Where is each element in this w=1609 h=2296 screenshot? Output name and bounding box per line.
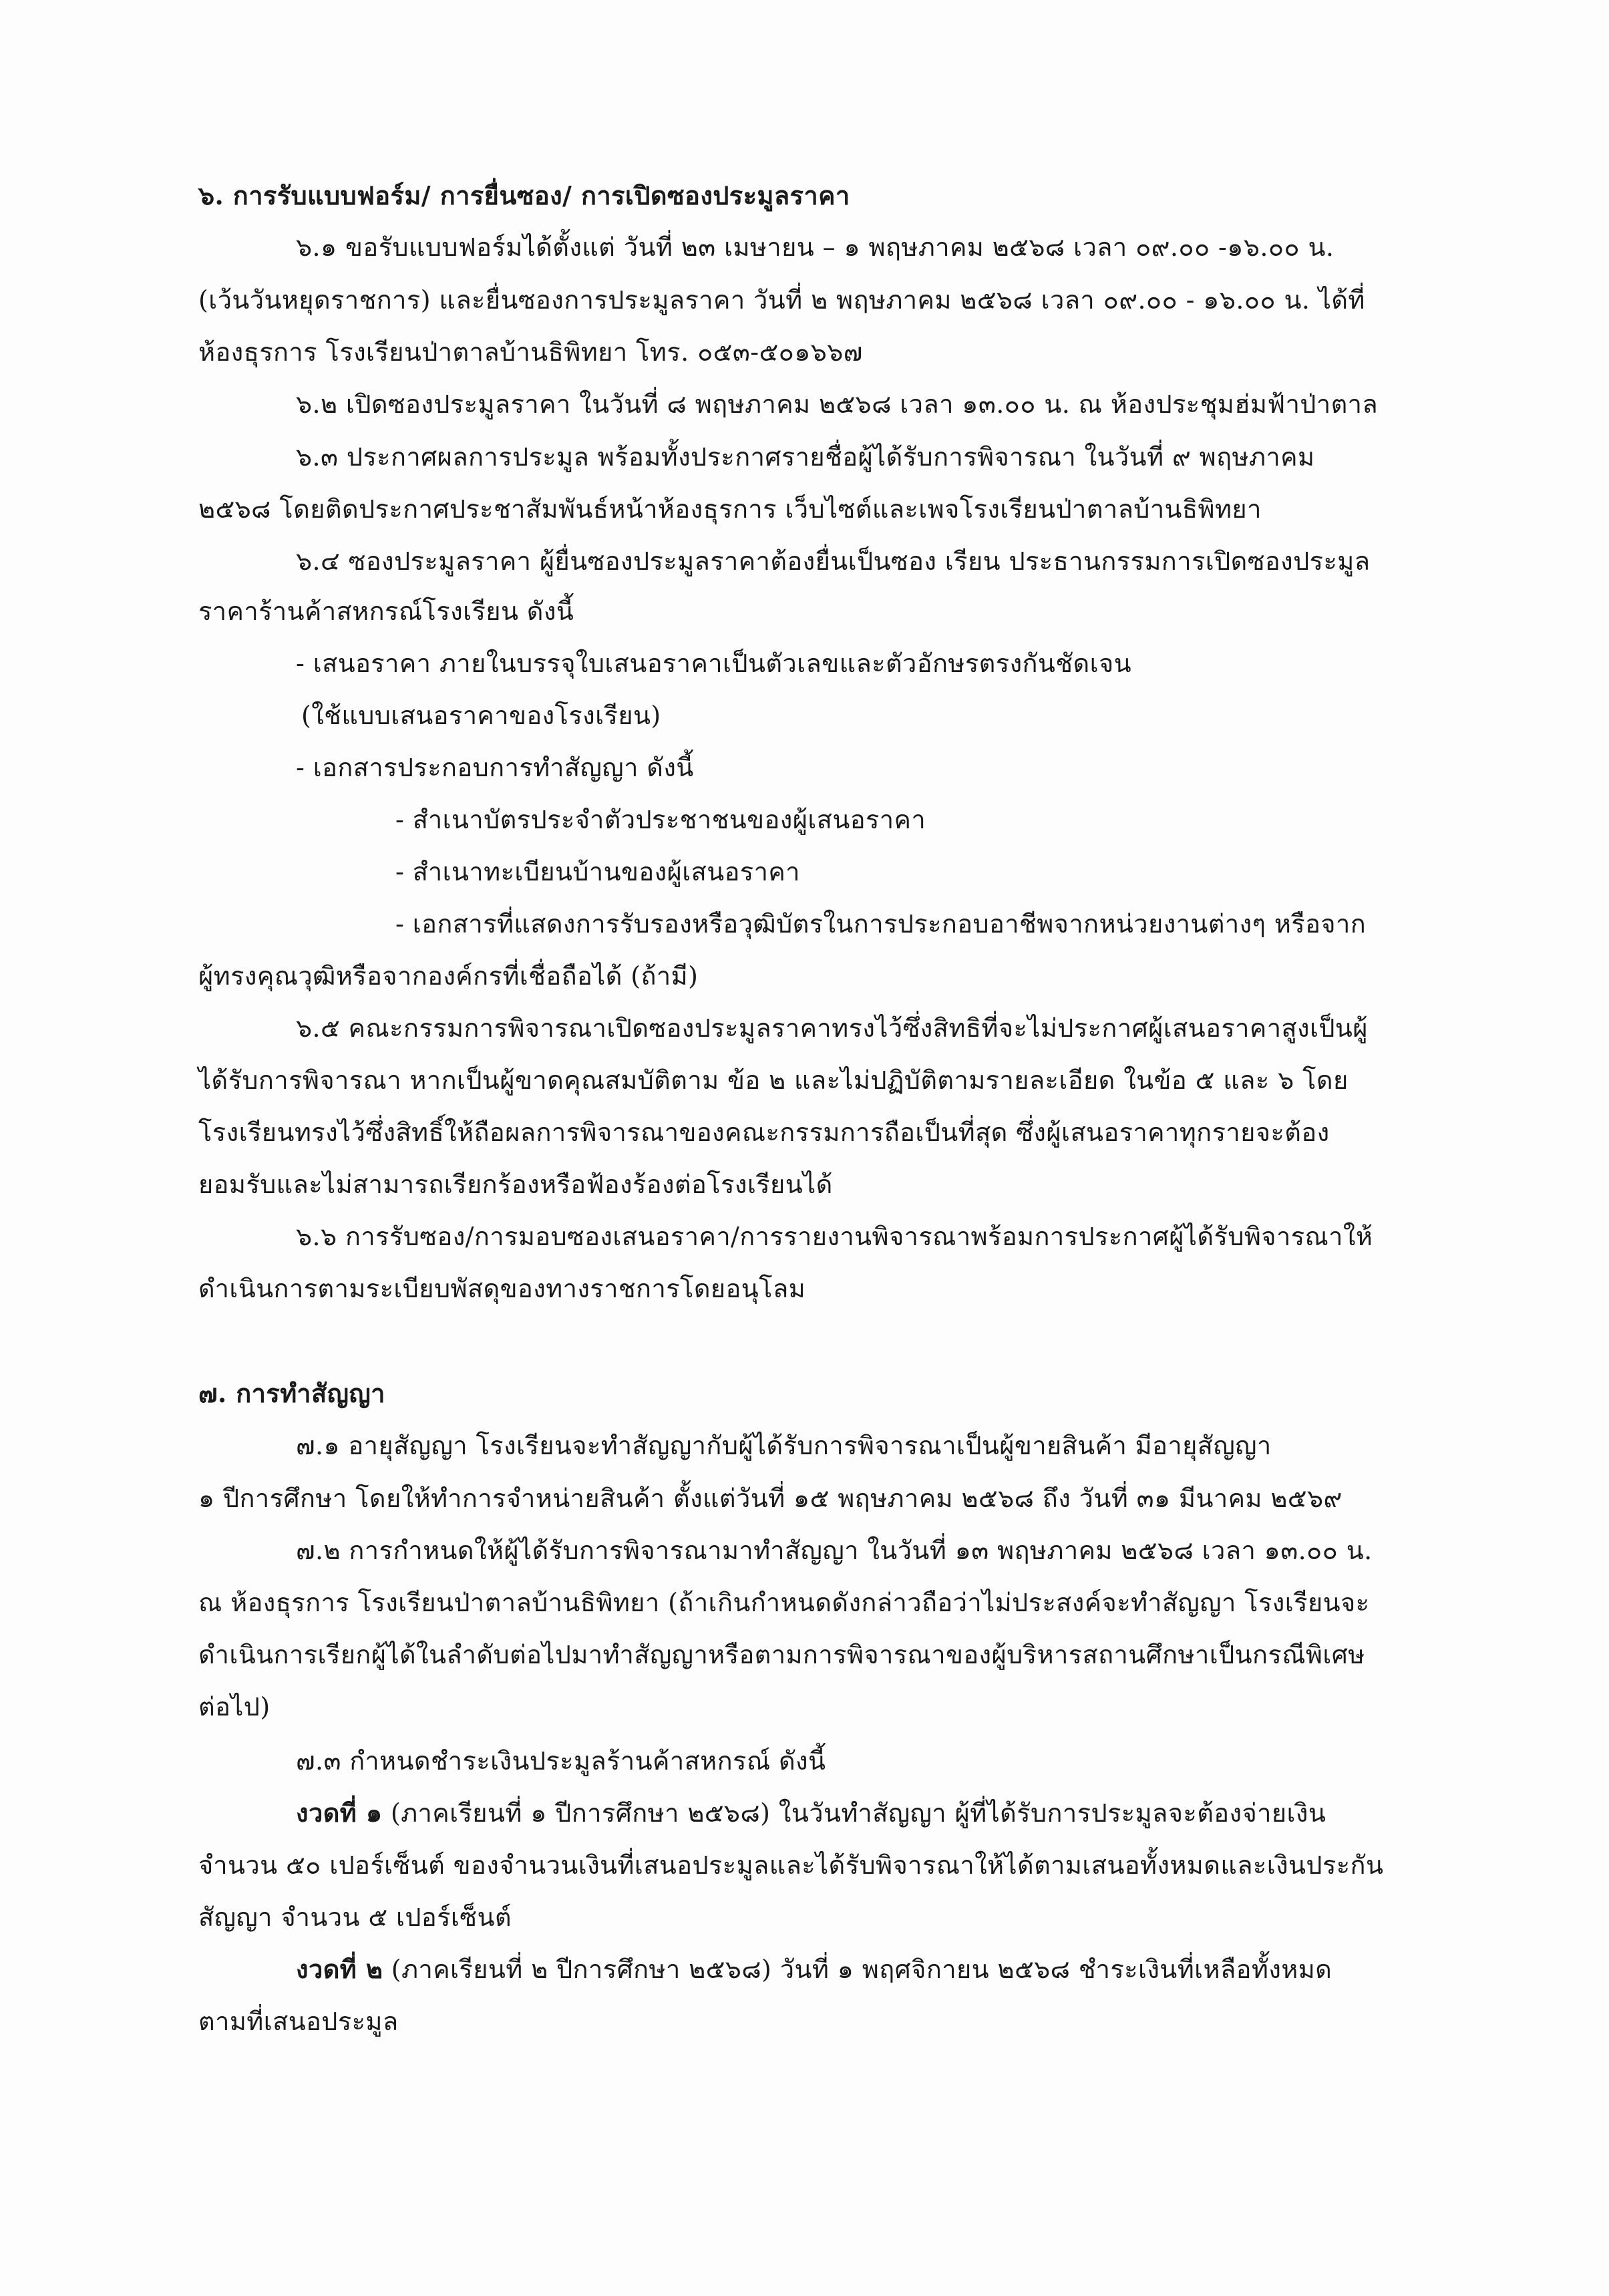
paragraph-line: ๖.๕ คณะกรรมการพิจารณาเปิดซองประมูลราคาทรงไว้ซึ่งสิทธิที่จะไม่ประกาศผู้เสนอราคาสูงเป็นผู้	[296, 1013, 1368, 1043]
paragraph-line: ดำเนินการเรียกผู้ได้ในลำดับต่อไปมาทำสัญญาหรือตามการพิจารณาของผู้บริหารสถานศึกษาเป็นกรณีพิเศษ	[198, 1640, 1365, 1669]
sub-bullet-item: - เอกสารที่แสดงการรับรองหรือวุฒิบัตรในการประกอบอาชีพจากหน่วยงานต่างๆ หรือจาก	[395, 909, 1367, 939]
bullet-line: (ใช้แบบเสนอราคาของโรงเรียน)	[301, 701, 661, 730]
installment-label: งวดที่ ๑	[296, 1798, 383, 1828]
paragraph-line: ห้องธุรการ โรงเรียนป่าตาลบ้านธิพิทยา โทร. ๐๕๓-๕๐๑๖๖๗	[198, 337, 863, 367]
paragraph-line: ยอมรับและไม่สามารถเรียกร้องหรือฟ้องร้องต่อโรงเรียนได้	[198, 1170, 833, 1199]
sub-bullet-continuation: ผู้ทรงคุณวุฒิหรือจากองค์กรที่เชื่อถือได้ (ถ้ามี)	[198, 961, 699, 991]
paragraph-line: ได้รับการพิจารณา หากเป็นผู้ขาดคุณสมบัติตาม ข้อ ๒ และไม่ปฏิบัติตามรายละเอียด ในข้อ ๕ และ ๖ โดย	[198, 1065, 1349, 1095]
paragraph-line: ๑ ปีการศึกษา โดยให้ทำการจำหน่ายสินค้า ตั้งแต่วันที่ ๑๕ พฤษภาคม ๒๕๖๘ ถึง วันที่ ๓๑ มีนาคม ๒๕๖๙	[198, 1484, 1343, 1513]
paragraph-line: ต่อไป)	[198, 1692, 271, 1721]
installment-line: สัญญา จำนวน ๕ เปอร์เซ็นต์	[198, 1903, 512, 1932]
installment-line: จำนวน ๕๐ เปอร์เซ็นต์ ของจำนวนเงินที่เสนอประมูลและได้รับพิจารณาให้ได้ตามเสนอทั้งหมดและเงินประกัน	[198, 1850, 1384, 1880]
bullet-line: - เสนอราคา ภายในบรรจุใบเสนอราคาเป็นตัวเลขและตัวอักษรตรงกันชัดเจน	[296, 649, 1132, 678]
paragraph-line: (เว้นวันหยุดราชการ) และยื่นซองการประมูลราคา วันที่ ๒ พฤษภาคม ๒๕๖๘ เวลา ๐๙.๐๐ - ๑๖.๐๐ น. ได้ที่	[198, 285, 1365, 315]
installment-text: (ภาคเรียนที่ ๑ ปีการศึกษา ๒๕๖๘) ในวันทำสัญญา ผู้ที่ได้รับการประมูลจะต้องจ่ายเงิน	[382, 1798, 1326, 1828]
paragraph-line: ดำเนินการตามระเบียบพัสดุของทางราชการโดยอนุโลม	[198, 1274, 806, 1303]
installment-label: งวดที่ ๒	[296, 1954, 383, 1984]
section-7-heading: ๗. การทำสัญญา	[198, 1378, 385, 1408]
sub-bullet-item: - สำเนาบัตรประจำตัวประชาชนของผู้เสนอราคา	[395, 805, 926, 834]
paragraph-6-2: ๖.๒ เปิดซองประมูลราคา ในวันที่ ๘ พฤษภาคม ๒๕๖๘ เวลา ๑๓.๐๐ น. ณ ห้องประชุมฮ่มฟ้าป่าตาล	[296, 389, 1379, 419]
installment-line	[296, 1949, 1332, 1989]
installment-line: ตามที่เสนอประมูล	[198, 2007, 399, 2036]
section-6-heading: ๖. การรับแบบฟอร์ม/ การยื่นซอง/ การเปิดซองประมูลราคา	[198, 180, 850, 210]
paragraph-7-3: ๗.๓ กำหนดชำระเงินประมูลร้านค้าสหกรณ์ ดังนี้	[296, 1746, 826, 1776]
paragraph-line: ๖.๖ การรับซอง/การมอบซองเสนอราคา/การรายงานพิจารณาพร้อมการประกาศผู้ได้รับพิจารณาให้	[296, 1222, 1373, 1251]
installment-line	[296, 1793, 1326, 1833]
paragraph-line: ณ ห้องธุรการ โรงเรียนป่าตาลบ้านธิพิทยา (ถ้าเกินกำหนดดังกล่าวถือว่าไม่ประสงค์จะทำสัญญา โรงเรียนจะ	[198, 1588, 1370, 1617]
paragraph-line: ๖.๔ ซองประมูลราคา ผู้ยื่นซองประมูลราคาต้องยื่นเป็นซอง เรียน ประธานกรรมการเปิดซองประมูล	[296, 546, 1371, 576]
paragraph-line: ๗.๑ อายุสัญญา โรงเรียนจะทำสัญญากับผู้ได้รับการพิจารณาเป็นผู้ขายสินค้า มีอายุสัญญา	[296, 1431, 1272, 1460]
paragraph-line: โรงเรียนทรงไว้ซึ่งสิทธิ์ให้ถือผลการพิจารณาของคณะกรรมการถือเป็นที่สุด ซึ่งผู้เสนอราคาทุกรายจะต้อง	[198, 1118, 1330, 1147]
bullet-docs: - เอกสารประกอบการทำสัญญา ดังนี้	[296, 753, 694, 782]
paragraph-line: ๗.๒ การกำหนดให้ผู้ได้รับการพิจารณามาทำสัญญา ในวันที่ ๑๓ พฤษภาคม ๒๕๖๘ เวลา ๑๓.๐๐ น.	[296, 1536, 1373, 1565]
sub-bullet-item: - สำเนาทะเบียนบ้านของผู้เสนอราคา	[395, 857, 800, 886]
paragraph-line: ๖.๓ ประกาศผลการประมูล พร้อมทั้งประกาศรายชื่อผู้ได้รับการพิจารณา ในวันที่ ๙ พฤษภาคม	[296, 442, 1315, 472]
paragraph-line: ราคาร้านค้าสหกรณ์โรงเรียน ดังนี้	[198, 597, 574, 626]
paragraph-line: ๒๕๖๘ โดยติดประกาศประชาสัมพันธ์หน้าห้องธุรการ เว็บไซต์และเพจโรงเรียนป่าตาลบ้านธิพิทยา	[198, 494, 1262, 524]
paragraph-line: ๖.๑ ขอรับแบบฟอร์มได้ตั้งแต่ วันที่ ๒๓ เมษายน – ๑ พฤษภาคม ๒๕๖๘ เวลา ๐๙.๐๐ -๑๖.๐๐ น.	[296, 232, 1334, 262]
installment-text: (ภาคเรียนที่ ๒ ปีการศึกษา ๒๕๖๘) วันที่ ๑ พฤศจิกายน ๒๕๖๘ ชำระเงินที่เหลือทั้งหมด	[383, 1955, 1332, 1984]
